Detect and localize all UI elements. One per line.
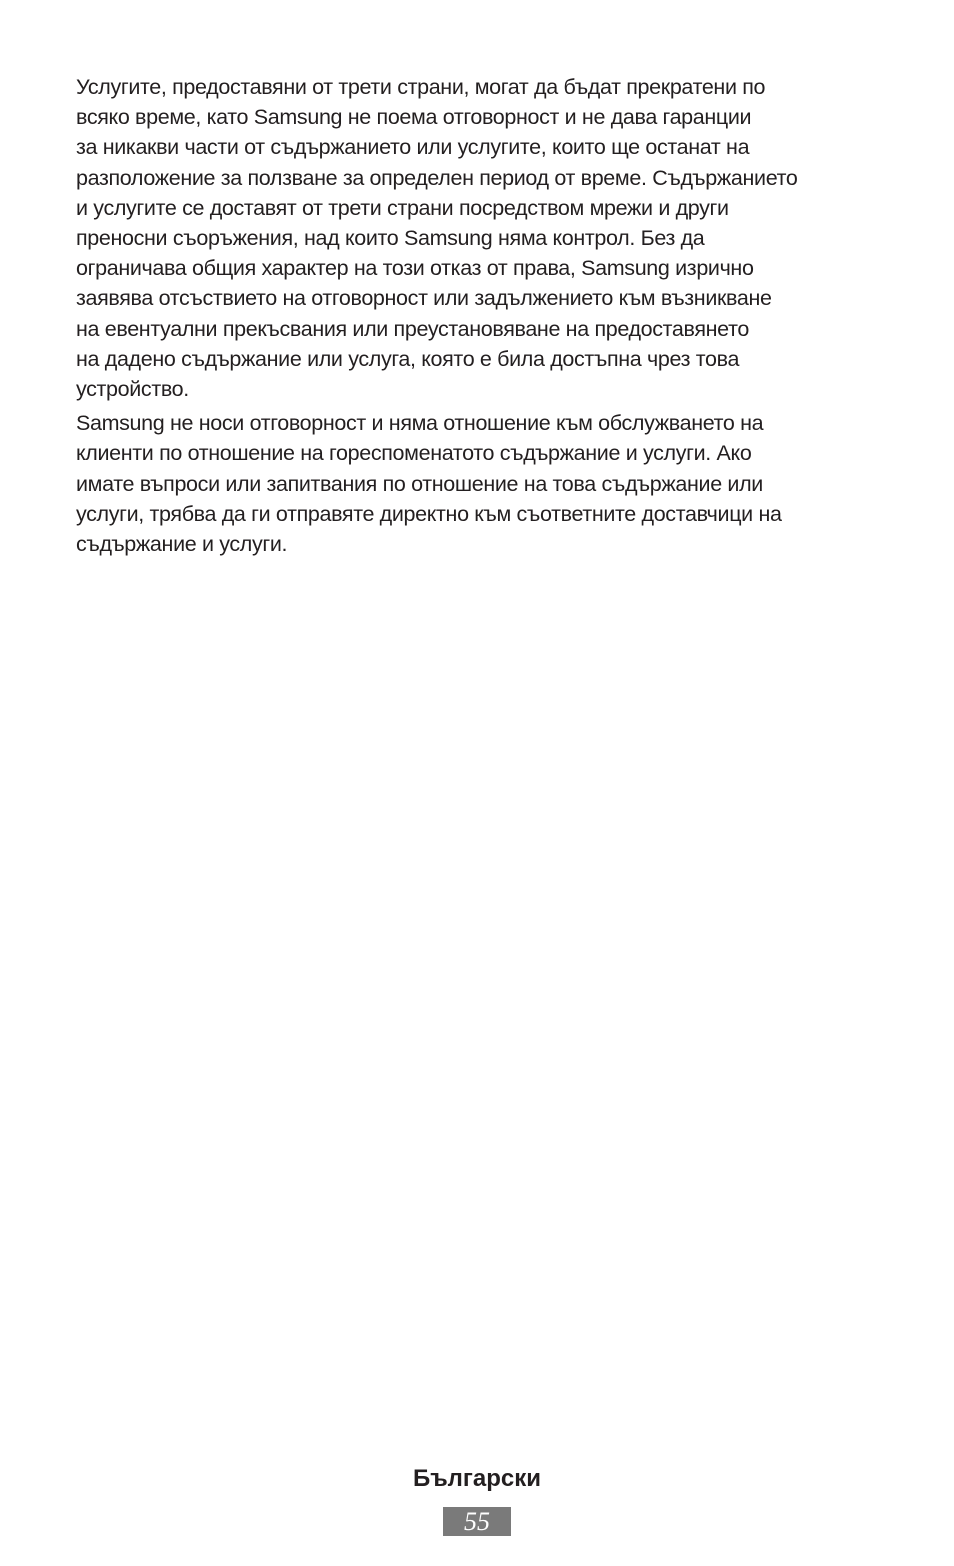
footer-language-label: Български (412, 1465, 542, 1492)
document-body (76, 72, 876, 559)
text-line: съдържание и услуги. (76, 532, 288, 557)
text-line: Samsung не носи отговорност и няма отношение към обслужването на (76, 411, 764, 436)
text-line: заявява отсъствието на отговорност или задължението към възникване (76, 286, 772, 311)
text-line: на евентуални прекъсвания или преустановяване на предоставянето (76, 316, 749, 341)
text-line: на дадено съдържание или услуга, която е била достъпна чрез това (76, 346, 740, 371)
text-line: Услугите, предоставяни от трети страни, могат да бъдат прекратени по (76, 75, 766, 99)
text-line: разположение за ползване за определен период от време. Съдържанието (76, 165, 798, 190)
paragraph-customer-service (76, 408, 876, 559)
text-line: и услугите се доставят от трети страни посредством мрежи и други (76, 195, 729, 220)
text-line: за никакви части от съдържанието или услугите, които ще останат на (76, 135, 750, 160)
text-line: преносни съоръжения, над които Samsung няма контрол. Без да (76, 226, 705, 251)
text-line: ограничава общия характер на този отказ от права, Samsung изрично (76, 256, 754, 281)
text-line: имате въпроси или запитвания по отношение на това съдържание или (76, 471, 763, 496)
text-line: услуги, трябва да ги отправяте директно към съответните доставчици на (76, 501, 782, 526)
paragraph-third-party-services (76, 72, 876, 404)
text-line: клиенти по отношение на гореспоменатото съдържание и услуги. Ако (76, 441, 752, 466)
text-line: всяко време, като Samsung не поема отговорност и не дава гаранции (76, 105, 752, 130)
page-number-badge: 55 (443, 1507, 511, 1536)
text-line: устройство. (76, 377, 189, 402)
